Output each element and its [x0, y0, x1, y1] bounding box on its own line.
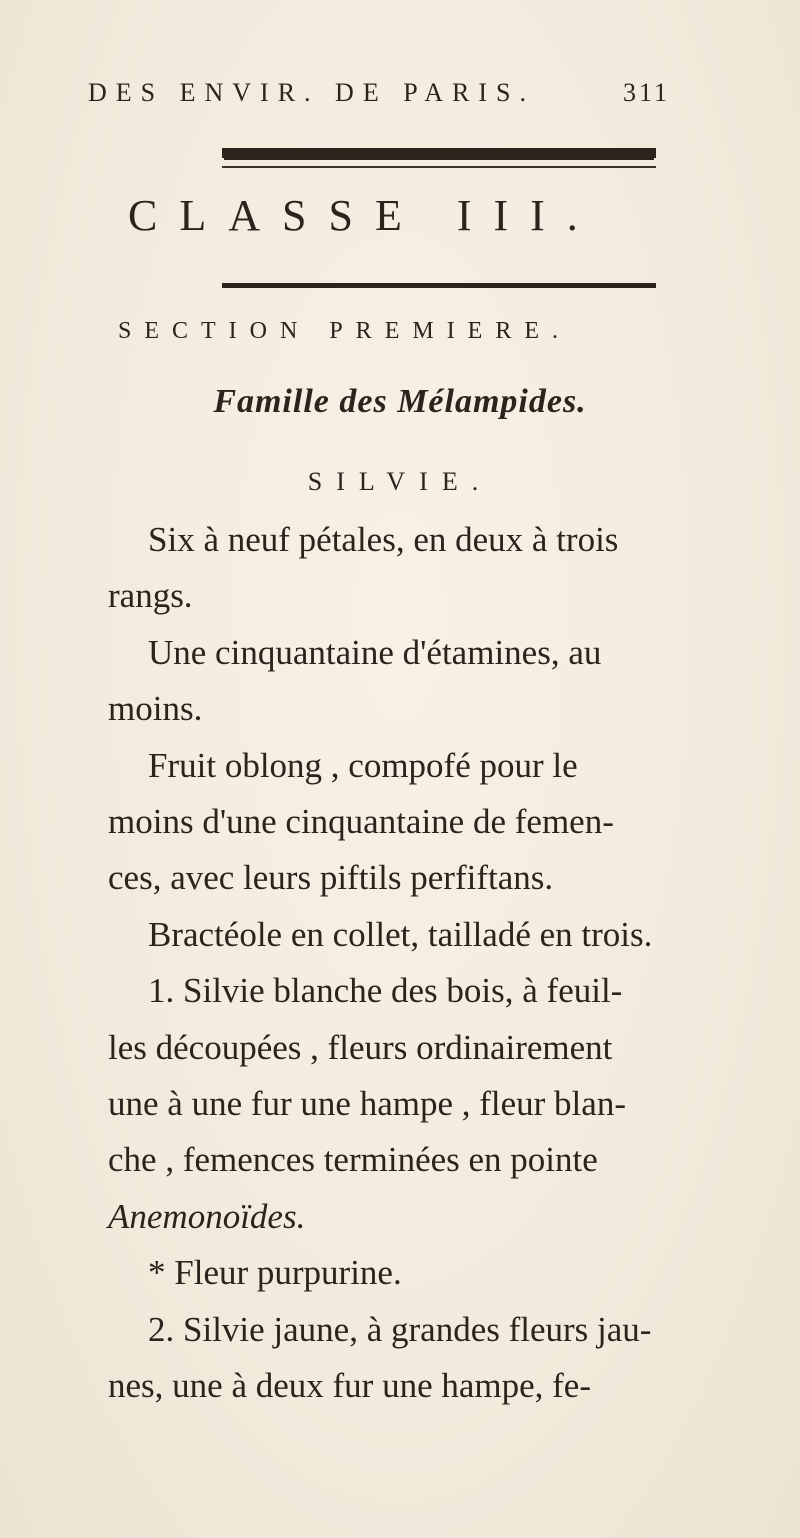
- text-line: moins.: [108, 689, 203, 729]
- text-line: * Fleur purpurine.: [148, 1253, 402, 1293]
- text-line-italic: Anemonoïdes.: [108, 1196, 306, 1236]
- ornamental-rule-top: [222, 148, 656, 158]
- text-line: nes, une à deux fur une hampe, fe-: [108, 1366, 591, 1406]
- text-line: les découpées , fleurs ordinairement: [108, 1027, 613, 1067]
- text-line: une à une fur une hampe , fleur blan-: [108, 1084, 626, 1124]
- text-line: ces, avec leurs piftils perfiftans.: [108, 858, 554, 898]
- text-line: Fruit oblong , compofé pour le: [148, 745, 578, 785]
- section-heading: SECTION PREMIERE.: [118, 318, 572, 344]
- running-head: [88, 78, 670, 108]
- page-number: 311: [622, 78, 670, 107]
- text-line: Bractéole en collet, tailladé en trois.: [148, 914, 653, 954]
- text-line: rangs.: [108, 576, 193, 616]
- famille-heading: Famille des Mélampides.: [213, 383, 587, 420]
- rule-below-classe: [222, 283, 656, 288]
- body-text: [108, 512, 668, 1415]
- text-line: 1. Silvie blanche des bois, à feuil-: [148, 971, 623, 1011]
- genus-heading: SILVIE.: [307, 467, 493, 496]
- text-line: che , femences terminées en pointe: [108, 1140, 598, 1180]
- text-line: Six à neuf pétales, en deux à trois: [148, 520, 619, 559]
- text-line: moins d'une cinquantaine de femen-: [108, 802, 614, 842]
- classe-heading: CLASSE III.: [128, 191, 600, 240]
- running-head-text: DES ENVIR. DE PARIS.: [88, 78, 536, 107]
- text-line: 2. Silvie jaune, à grandes fleurs jau-: [148, 1309, 652, 1349]
- thin-rule-top: [222, 166, 656, 168]
- text-line: Une cinquantaine d'étamines, au: [148, 632, 602, 672]
